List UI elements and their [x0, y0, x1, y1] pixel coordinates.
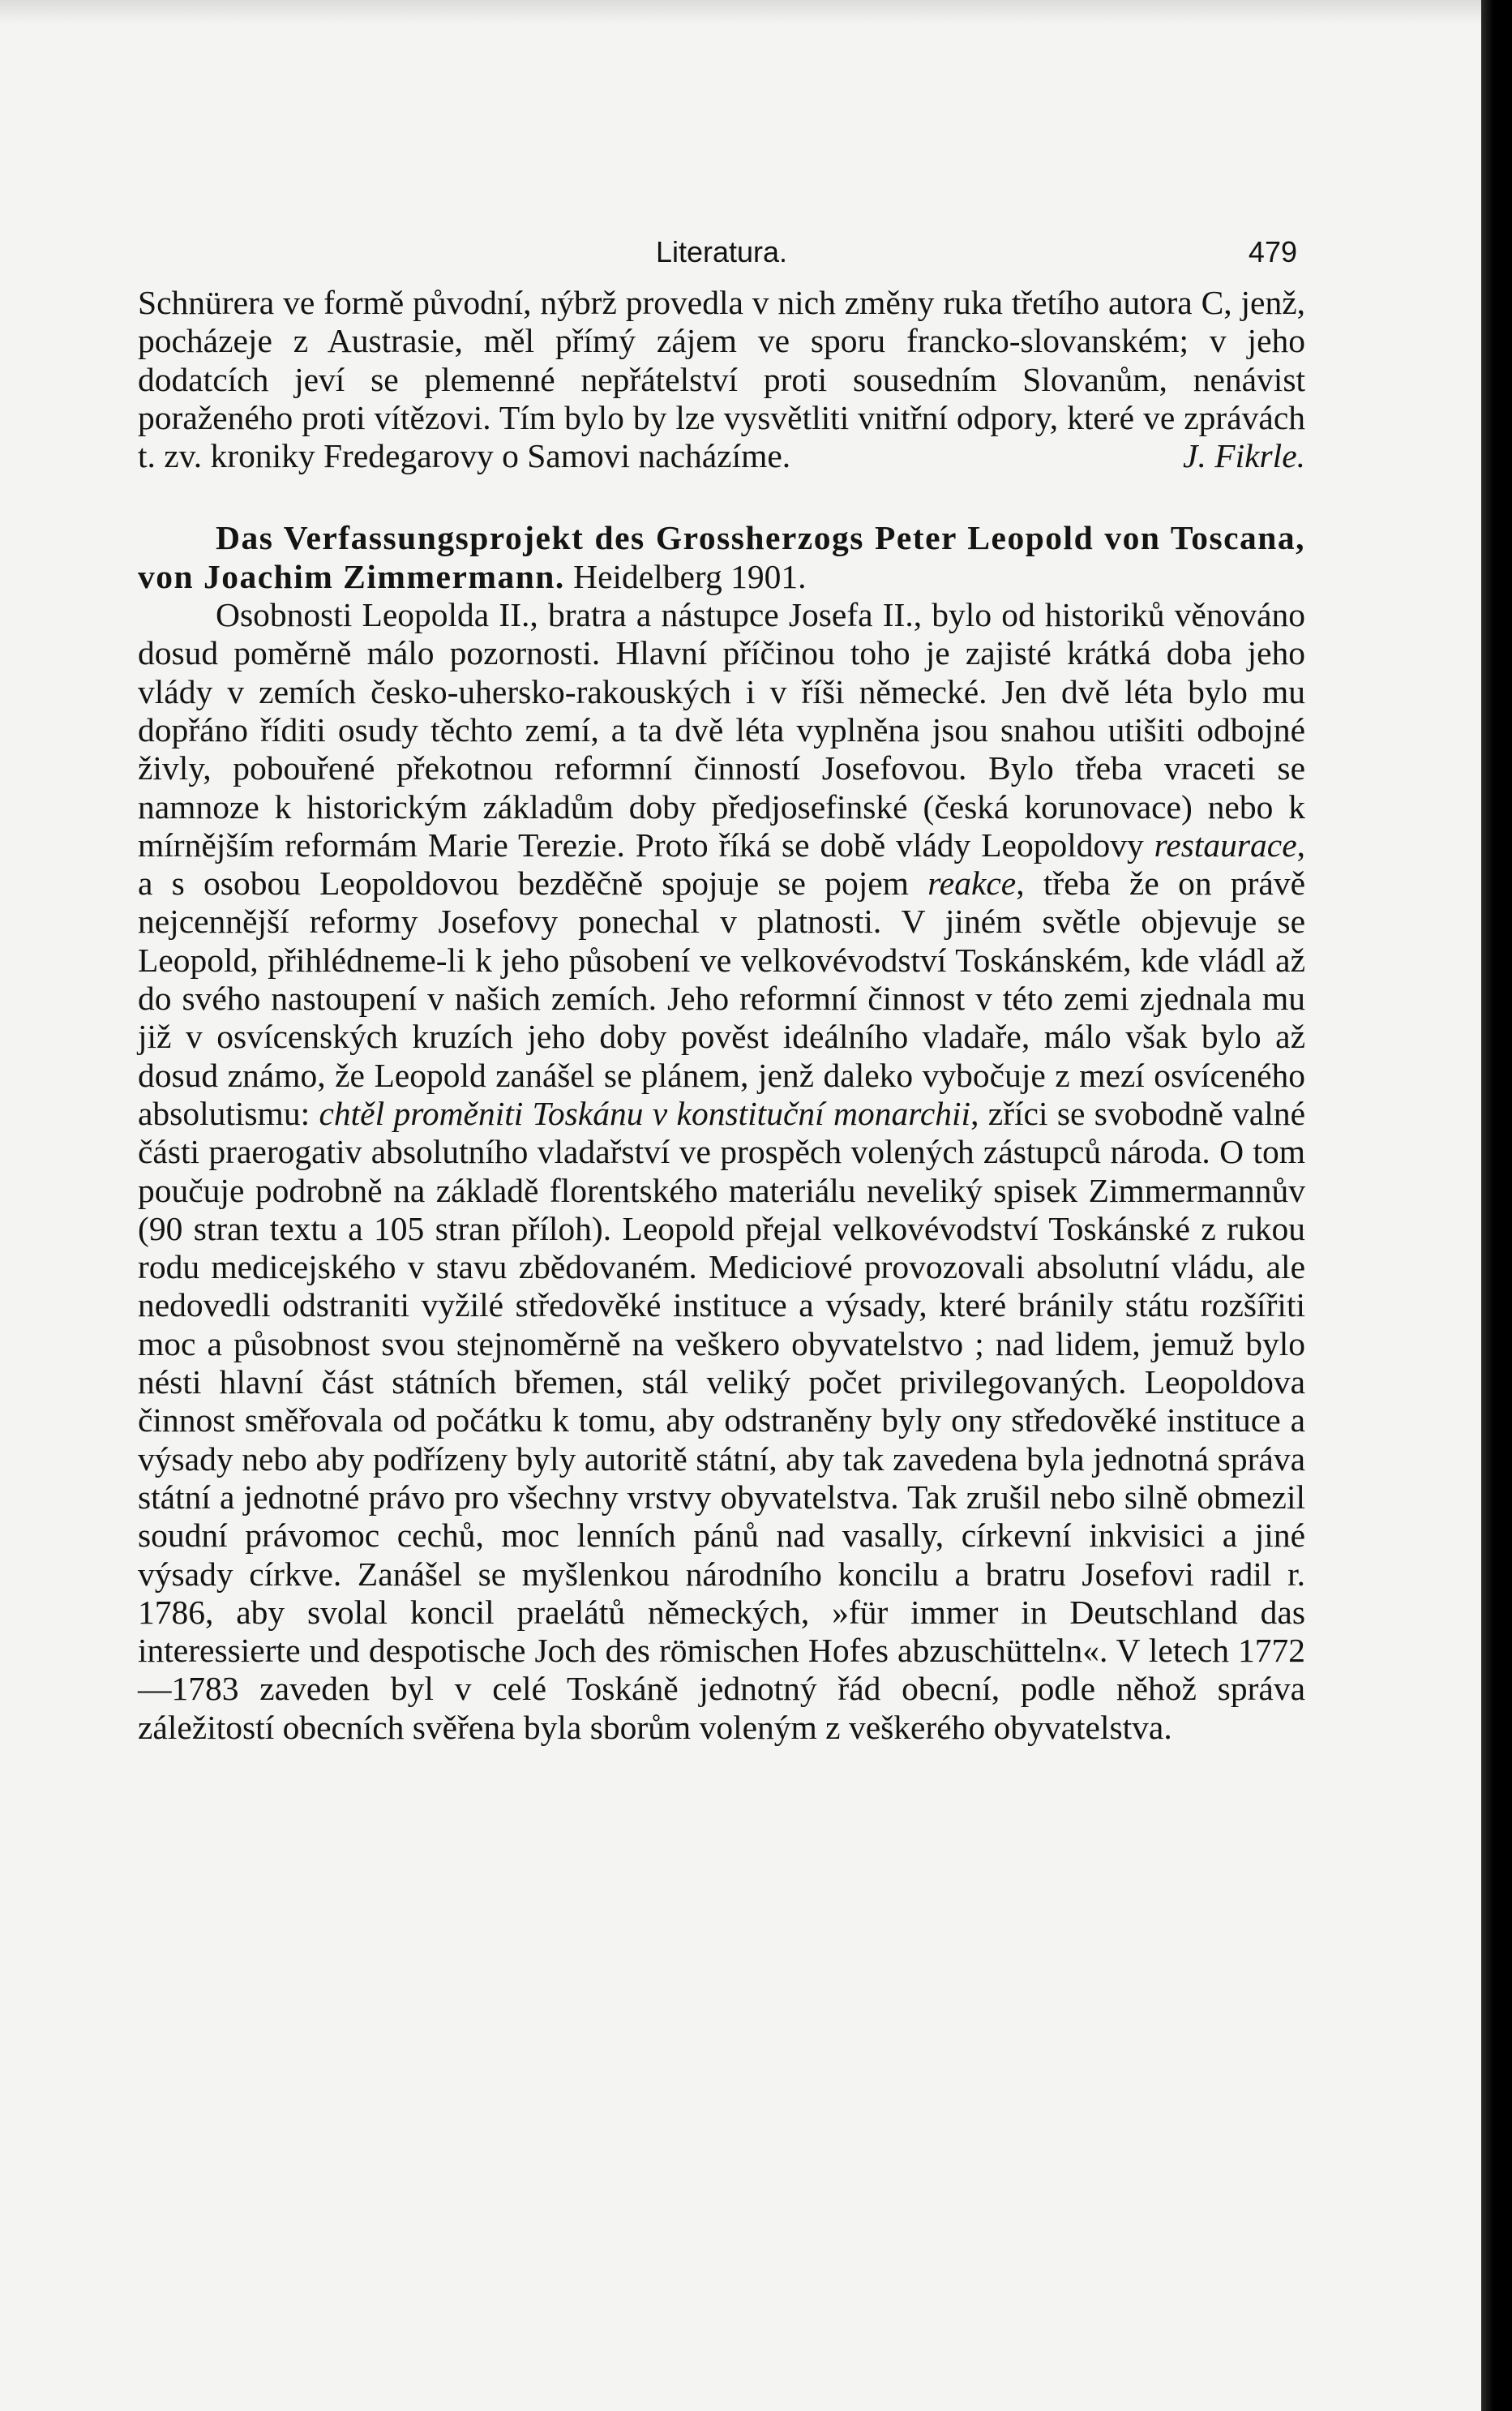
review-1-text: Schnürera ve formě původní, nýbrž provedla v nich změny ruka třetího autora C, jenž, pocházeje z Austrasie, měl přímý zájem ve sporu francko-slovanském; v jeho dodatcích jeví se plemenné nepřátelství proti sousedním Slovanům, nenávist poraženého proti vítězovi. Tím bylo by lze vysvětliti vnitřní odpory, které ve zprávách t. zv. kroniky Fredegarovy o Samovi nacházíme. [138, 284, 1305, 475]
review-2-text-part-4: , zříci se svobodně valné části praerogativ absolutního vladařství ve prospěch volených zástupců národa. O tom poučuje podrobně na základě florentského materiálu neveliký spisek Zimmermannův (90 stran textu a 105 stran příloh). Leopold přejal velkovévodství Toskánské z rukou rodu medicejského v stavu zbědovaném. Mediciové provozovali absolutní vládu, ale nedovedli odstraniti vyžilé středověké instituce a výsady, které bránily státu rozšířiti moc a působnost svou stejnoměrně na veškero obyvatelstvo ; nad lidem, jemuž bylo nésti hlavní část státních břemen, stál veliký počet privilegovaných. Leopoldova činnost směřovala od počátku k tomu, aby odstraněny byly ony středověké instituce a výsady nebo aby podřízeny byly autoritě státní, aby tak zavedena byla jednotná správa státní a jednotné právo pro všechny vrstvy obyvatelstva. Tak zrušil nebo silně obmezil soudní právomoc cechů, moc lenních pánů nad vasally, církevní inkvisici a jiné výsady církve. Zanášel se myšlenkou národního koncilu a bratru Josefovi radil r. 1786, aby svolal koncil praelátů německých, »für immer in Deutschland das interessierte und despotische Joch des römischen Hofes abzuschütteln«. V letech 1772—1783 zaveden byl v celé Toskáně jednotný řád obecní, podle něhož správa záležitostí obecních svěřena byla sborům voleným z veškerého obyvatelstva. [138, 1094, 1306, 1746]
emphasis-reakce: reakce [927, 864, 1017, 903]
book-page [138, 227, 1305, 1747]
running-head [138, 227, 1305, 284]
section-gap [138, 475, 1305, 519]
review-2-text-part-2: , a s osobou Leopoldovou bezděčně spojuje se pojem [138, 826, 1305, 903]
review-2-imprint: Heidelberg 1901. [564, 557, 807, 595]
emphasis-constitution: chtěl proměniti Toskánu v konstituční monarchii [319, 1094, 971, 1132]
emphasis-restaurace: restaurace [1154, 826, 1297, 864]
review-1-paragraph [138, 284, 1305, 475]
page-number: 479 [1248, 235, 1297, 268]
review-2-text-part-3: , třeba že on právě nejcennější reformy Josefovy ponechal v platnosti. V jiném světle objevuje se Leopold, přihlédneme-li k jeho působení ve velkovévodství Toskánském, kde vládl až do svého nastoupení v našich zemích. Jeho reformní činnost v této zemi zjednala mu již v osvícenských kruzích jeho doby pověst ideálního vladaře, málo však bylo až dosud známo, že Leopold zanášel se plánem, jenž daleko vybočuje z mezí osvíceného absolutismu: [138, 864, 1305, 1132]
scan-right-border [1481, 0, 1512, 2411]
scan-top-edge [0, 0, 1481, 24]
review-2-paragraph [138, 596, 1305, 1747]
review-2-text-part-1: Osobnosti Leopolda II., bratra a nástupce Josefa II., bylo od historiků věnováno dosud poměrně málo pozornosti. Hlavní příčinou toho je zajisté krátká doba jeho vlády v zemích česko-uhersko-rakouských i v říši německé. Jen dvě léta bylo mu dopřáno říditi osudy těchto zemí, a ta dvě léta vyplněna jsou snahou utišiti odbojné živly, pobouřené překotnou reformní činností Josefovou. Bylo třeba vraceti se namnoze k historickým základům doby předjosefinské (česká korunovace) nebo k mírnějším reformám Marie Terezie. Proto říká se době vlády Leopoldovy [138, 596, 1305, 864]
review-2-heading [138, 519, 1305, 596]
review-1-signature: J. Fikrle. [1183, 437, 1305, 475]
running-head-title: Literatura. [655, 235, 788, 268]
page-body [138, 284, 1305, 1747]
review-2-book-title: Das Verfassungsprojekt des Grossherzogs Peter Leopold von Toscana, von Joachim Zimmermann. [138, 519, 1305, 595]
